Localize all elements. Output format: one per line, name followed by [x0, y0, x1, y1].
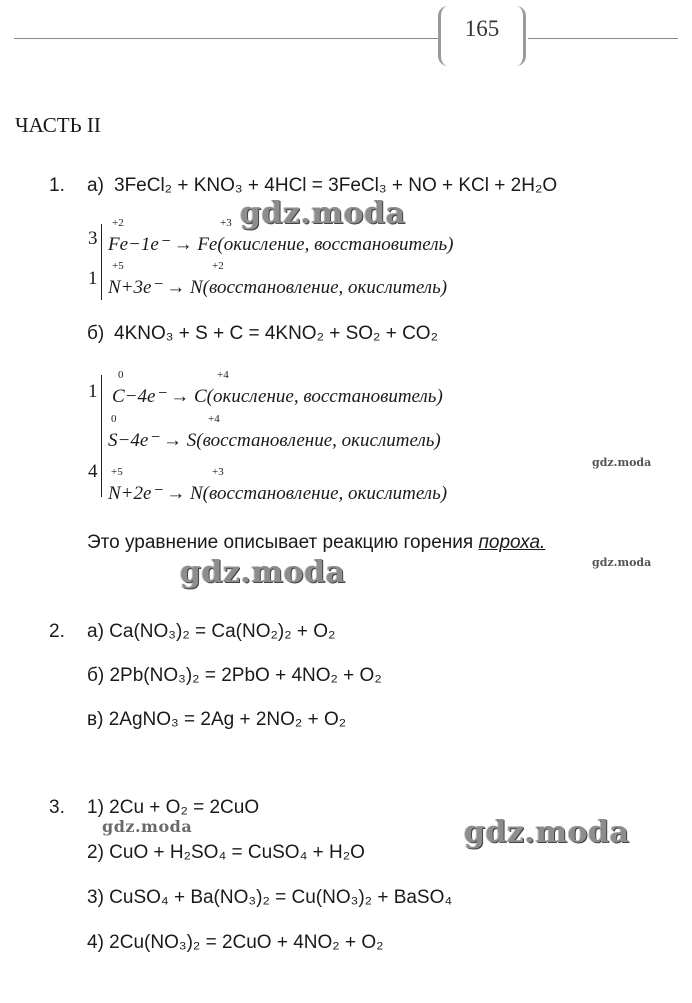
balance-1b-coef-3: 4	[88, 461, 98, 482]
half-reaction-lhs: N+2e⁻ →	[108, 483, 186, 504]
balance-1b-row-3	[108, 466, 448, 505]
half-reaction-lhs: S−4e⁻ →	[108, 430, 183, 451]
task-3-line-3: 3) CuSO₄ + Ba(NO₃)₂ = Cu(NO₃)₂ + BaSO₄	[87, 887, 453, 908]
task-3-line-1: 1) 2Cu + O₂ = 2CuO	[87, 797, 260, 818]
half-reaction-rhs: C(окисление, восстановитель)	[193, 386, 443, 407]
balance-1a-coef-2: 1	[88, 268, 98, 289]
task-2-line-1: а) Ca(NO₃)₂ = Ca(NO₂)₂ + O₂	[87, 621, 336, 642]
task-3-number: 3.	[49, 797, 65, 818]
balance-1b-row-2	[108, 413, 441, 452]
half-reaction-lhs: Fe−1e⁻ →	[108, 234, 193, 255]
balance-1a-bar	[101, 224, 102, 300]
oxidation-state: +4	[217, 369, 229, 381]
watermark: gdz.moda	[180, 555, 346, 590]
oxidation-state: +2	[112, 217, 124, 229]
task-3-line-4: 4) 2Cu(NO₃)₂ = 2CuO + 4NO₂ + O₂	[87, 932, 384, 953]
task-1a-label: а)	[87, 175, 104, 196]
oxidation-state: 0	[111, 413, 117, 425]
oxidation-state: +3	[220, 217, 232, 229]
task-1-note	[87, 532, 545, 554]
task-2-line-2: б) 2Pb(NO₃)₂ = 2PbO + 4NO₂ + O₂	[87, 665, 382, 686]
half-reaction-rhs: S(восстановление, окислитель)	[186, 430, 441, 451]
task-1b-label: б)	[87, 323, 105, 344]
task-3-line-2: 2) CuO + H₂SO₄ = CuSO₄ + H₂O	[87, 842, 365, 863]
watermark: gdz.moda	[102, 817, 193, 836]
balance-1b-row-1	[112, 369, 443, 408]
half-reaction-lhs: C−4e⁻ →	[112, 386, 190, 407]
task-1b-equation: 4KNO₃ + S + C = 4KNO₂ + SO₂ + CO₂	[114, 323, 438, 344]
header-rule-right	[528, 38, 678, 39]
task-1-note-text: Это уравнение описывает реакцию горения	[87, 532, 474, 553]
half-reaction-lhs: N+3e⁻ →	[108, 277, 186, 298]
balance-1b-bar	[101, 375, 102, 497]
oxidation-state: +5	[112, 260, 124, 272]
task-1-number: 1.	[49, 175, 65, 196]
watermark: gdz.moda	[464, 815, 630, 850]
half-reaction-rhs: N(восстановление, окислитель)	[189, 483, 448, 504]
watermark: gdz.moda	[240, 196, 406, 231]
balance-1a-row-1	[108, 217, 454, 256]
balance-1a-coef-1: 3	[88, 228, 98, 249]
oxidation-state: +4	[208, 413, 220, 425]
oxidation-state: 0	[118, 369, 124, 381]
oxidation-state: +3	[212, 466, 224, 478]
half-reaction-rhs: N(восстановление, окислитель)	[189, 277, 448, 298]
section-title: ЧАСТЬ II	[15, 113, 101, 137]
header-rule-left	[14, 38, 438, 39]
oxidation-state: +5	[111, 466, 123, 478]
balance-1b-coef-1: 1	[88, 381, 98, 402]
page-number: 165	[464, 16, 500, 41]
balance-1a-row-2	[108, 260, 448, 299]
half-reaction-rhs: Fe(окисление, восстановитель)	[197, 234, 454, 255]
task-1-note-word: пороха.	[478, 532, 546, 553]
watermark: gdz.moda	[592, 556, 652, 569]
watermark: gdz.moda	[592, 456, 652, 469]
task-1a-equation: 3FeCl₂ + KNO₃ + 4HCl = 3FeCl₃ + NO + KCl + 2H₂O	[114, 175, 558, 196]
task-2-line-3: в) 2AgNO₃ = 2Ag + 2NO₂ + O₂	[87, 709, 347, 730]
oxidation-state: +2	[212, 260, 224, 272]
page-number-frame	[438, 6, 526, 66]
task-2-number: 2.	[49, 621, 65, 642]
